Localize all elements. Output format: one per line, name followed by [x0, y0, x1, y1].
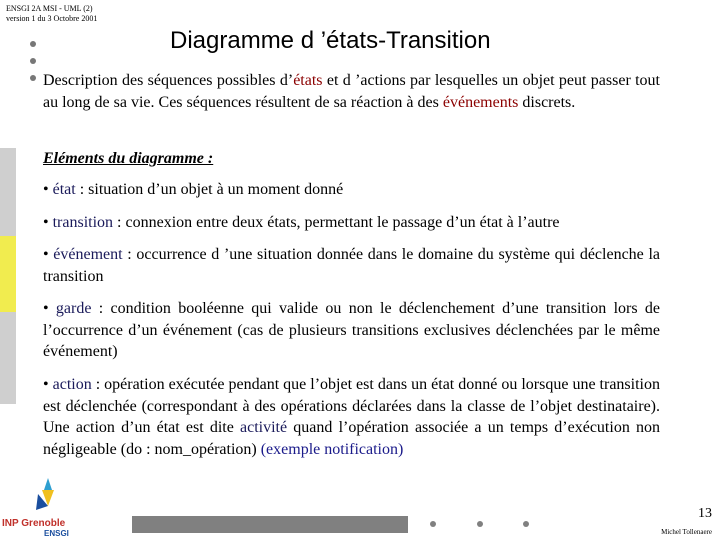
- definition-item-action: [43, 374, 660, 460]
- section-heading: Eléments du diagramme :: [43, 150, 214, 167]
- page-number: 13: [698, 506, 712, 521]
- side-bar-gray: [0, 312, 16, 404]
- term-evenement: événement: [53, 246, 123, 263]
- decorative-dot: [30, 58, 36, 64]
- bullet: •: [43, 181, 53, 198]
- definition-text: : opération exécutée pendant que l’objet est dans un état donné ou lorsque une transition est déclenchée (correspondant à des opérations déclarées dans la classe de l’objet destinataire). Une action d’un état est dite: [43, 376, 660, 436]
- term-garde: garde: [55, 300, 92, 317]
- intro-text: Description des séquences possibles d’: [43, 72, 294, 89]
- course-header: ENSGI 2A MSI - UML (2): [6, 4, 93, 13]
- definition-item-transition: [43, 212, 660, 234]
- definition-item-garde: [43, 298, 660, 363]
- bullet: •: [43, 214, 53, 231]
- inp-grenoble-logo: [2, 476, 84, 538]
- keyword-etats: états: [293, 72, 323, 89]
- decorative-dot: [30, 41, 36, 47]
- footer-dot: [477, 521, 483, 527]
- intro-paragraph: [43, 70, 660, 114]
- bullet: •: [43, 300, 56, 317]
- decorative-dot: [30, 75, 36, 81]
- logo-text-inp: INP Grenoble: [2, 518, 66, 529]
- side-bar-yellow: [0, 236, 16, 312]
- keyword-evenements: événements: [442, 94, 519, 111]
- slide-title: Diagramme d ’états-Transition: [170, 27, 491, 54]
- footer-dot: [523, 521, 529, 527]
- intro-text: discrets.: [518, 94, 576, 111]
- bullet: •: [43, 246, 54, 263]
- bullet: •: [43, 376, 53, 393]
- footer-dot: [430, 521, 436, 527]
- author-name: Michel Tollenaere: [661, 528, 712, 536]
- logo-text-ensgi: ENSGI: [44, 529, 69, 538]
- side-bar-gray: [0, 148, 16, 236]
- definition-text: quand l’opération associée a un temps d’exécution non négligeable (do : nom_opération): [43, 419, 660, 458]
- definition-text: : situation d’un objet à un moment donné: [75, 181, 344, 198]
- version-line: version 1 du 3 Octobre 2001: [6, 14, 98, 23]
- definition-item-evenement: [43, 244, 660, 287]
- definition-text: : condition booléenne qui valide ou non le déclenchement d’une transition lors de l’occurrence d’un événement (cas de plusieurs transitions exclusives déclenchées par le même événement): [43, 300, 660, 360]
- intro-text: et d ’actions par lesquelles un objet peut passer tout au long de sa vie. Ces séquences résultent de sa réaction à des: [43, 72, 660, 111]
- term-etat: état: [52, 181, 76, 198]
- term-action: action: [52, 376, 92, 393]
- term-activite: activité: [240, 419, 288, 436]
- example-note: (exemple notification): [260, 440, 404, 458]
- term-transition: transition: [52, 214, 114, 231]
- definition-item-etat: [43, 179, 660, 201]
- footer-bar: [132, 516, 408, 533]
- definition-text: : connexion entre deux états, permettant le passage d’un état à l’autre: [113, 214, 560, 231]
- definition-text: : occurrence d ’une situation donnée dans le domaine du système qui déclenche la transition: [43, 246, 661, 285]
